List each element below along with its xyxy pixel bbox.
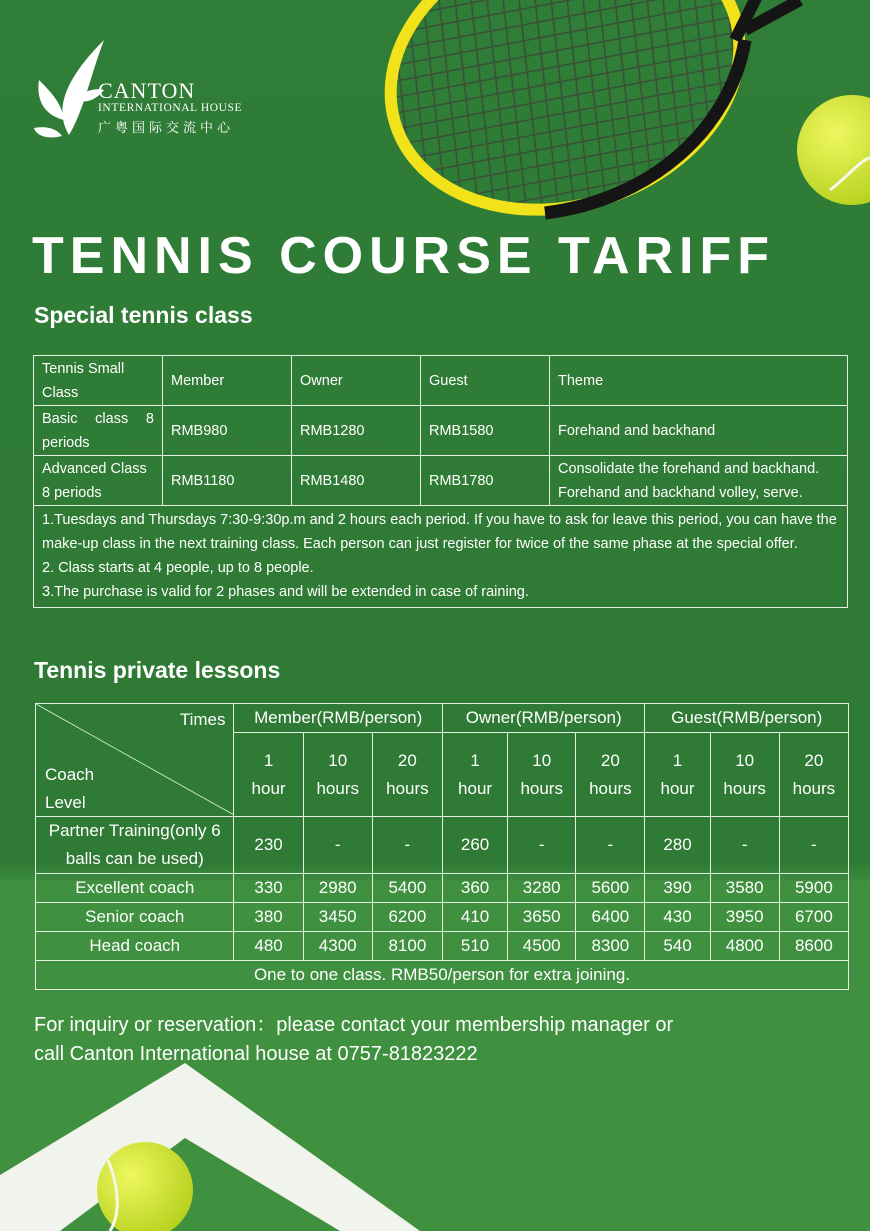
brand-logo bbox=[34, 40, 254, 145]
price-cell: - bbox=[779, 817, 848, 874]
special-class-table bbox=[33, 355, 848, 608]
price-cell: 480 bbox=[234, 932, 303, 961]
header-cell: Member bbox=[163, 356, 292, 406]
price-cell: 540 bbox=[645, 932, 710, 961]
private-lessons-heading: Tennis private lessons bbox=[34, 657, 281, 683]
group-header-row bbox=[36, 704, 849, 733]
theme-cell: Consolidate the forehand and backhand. Forehand and backhand volley, serve. bbox=[550, 456, 848, 506]
price-cell: 8100 bbox=[372, 932, 442, 961]
class-name-cell: Advanced Class 8 periods bbox=[34, 456, 163, 506]
duration-cell: 10 hours bbox=[303, 733, 372, 817]
group-owner-header: Owner(RMB/person) bbox=[442, 704, 644, 733]
price-cell: 2980 bbox=[303, 874, 372, 903]
table-header-row bbox=[34, 356, 848, 406]
notes-row bbox=[34, 506, 848, 608]
brand-name: CANTON bbox=[98, 78, 196, 103]
price-cell: 390 bbox=[645, 874, 710, 903]
table-row bbox=[34, 406, 848, 456]
price-cell: 330 bbox=[234, 874, 303, 903]
header-cell: Owner bbox=[292, 356, 421, 406]
price-cell: 230 bbox=[234, 817, 303, 874]
corner-cell bbox=[36, 704, 234, 817]
owner-price-cell: RMB1280 bbox=[292, 406, 421, 456]
duration-cell: 1 hour bbox=[645, 733, 710, 817]
header-cell: Tennis Small Class bbox=[34, 356, 163, 406]
table-row bbox=[34, 456, 848, 506]
price-cell: 8600 bbox=[779, 932, 848, 961]
duration-cell: 20 hours bbox=[779, 733, 848, 817]
table-row bbox=[36, 874, 849, 903]
price-cell: 5900 bbox=[779, 874, 848, 903]
note-item: 2. Class starts at 4 people, up to 8 people. bbox=[42, 560, 314, 576]
price-cell: - bbox=[372, 817, 442, 874]
corner-level-label: Level bbox=[45, 793, 86, 812]
notes-cell bbox=[34, 506, 848, 608]
price-cell: 6400 bbox=[576, 903, 645, 932]
price-cell: 5600 bbox=[576, 874, 645, 903]
group-member-header: Member(RMB/person) bbox=[234, 704, 442, 733]
class-name-cell: Basic class 8 periods bbox=[34, 406, 163, 456]
guest-price-cell: RMB1780 bbox=[421, 456, 550, 506]
price-cell: 6200 bbox=[372, 903, 442, 932]
contact-line: For inquiry or reservation：please contact your membership manager or bbox=[34, 1014, 674, 1036]
table-row bbox=[36, 817, 849, 874]
duration-cell: 1 hour bbox=[442, 733, 507, 817]
coach-level-cell: Head coach bbox=[36, 932, 234, 961]
owner-price-cell: RMB1480 bbox=[292, 456, 421, 506]
price-cell: 4300 bbox=[303, 932, 372, 961]
corner-times-label: Times bbox=[179, 710, 226, 729]
price-cell: 3450 bbox=[303, 903, 372, 932]
price-cell: 410 bbox=[442, 903, 507, 932]
coach-level-cell: Excellent coach bbox=[36, 874, 234, 903]
price-cell: 3580 bbox=[710, 874, 779, 903]
corner-coach-level bbox=[45, 761, 94, 817]
price-cell: - bbox=[710, 817, 779, 874]
duration-cell: 10 hours bbox=[710, 733, 779, 817]
header-cell: Guest bbox=[421, 356, 550, 406]
contact-info bbox=[34, 1011, 673, 1069]
private-lessons-table bbox=[35, 703, 849, 990]
duration-cell: 10 hours bbox=[508, 733, 576, 817]
member-price-cell: RMB1180 bbox=[163, 456, 292, 506]
coach-level-cell: Partner Training(only 6 balls can be used) bbox=[36, 817, 234, 874]
footer-row bbox=[36, 961, 849, 990]
price-cell: 380 bbox=[234, 903, 303, 932]
price-cell: - bbox=[303, 817, 372, 874]
coach-level-cell: Senior coach bbox=[36, 903, 234, 932]
contact-line: call Canton International house at 0757-81823222 bbox=[34, 1043, 478, 1065]
header-cell: Theme bbox=[550, 356, 848, 406]
price-cell: 8300 bbox=[576, 932, 645, 961]
table-row bbox=[36, 903, 849, 932]
member-price-cell: RMB980 bbox=[163, 406, 292, 456]
brand-subtitle: INTERNATIONAL HOUSE bbox=[98, 102, 243, 114]
duration-cell: 20 hours bbox=[576, 733, 645, 817]
page-title: TENNIS COURSE TARIFF bbox=[32, 227, 776, 285]
price-cell: 4800 bbox=[710, 932, 779, 961]
price-cell: 6700 bbox=[779, 903, 848, 932]
duration-cell: 20 hours bbox=[372, 733, 442, 817]
price-cell: 430 bbox=[645, 903, 710, 932]
guest-price-cell: RMB1580 bbox=[421, 406, 550, 456]
price-cell: 5400 bbox=[372, 874, 442, 903]
price-cell: 260 bbox=[442, 817, 507, 874]
duration-cell: 1 hour bbox=[234, 733, 303, 817]
price-cell: 360 bbox=[442, 874, 507, 903]
theme-cell: Forehand and backhand bbox=[550, 406, 848, 456]
group-guest-header: Guest(RMB/person) bbox=[645, 704, 849, 733]
price-cell: 3950 bbox=[710, 903, 779, 932]
special-class-heading: Special tennis class bbox=[34, 302, 253, 328]
leaf-logo-icon bbox=[34, 40, 104, 145]
price-cell: 280 bbox=[645, 817, 710, 874]
note-item: 1.Tuesdays and Thursdays 7:30-9:30p.m and 2 hours each period. If you have to ask for leave this period, you can have the make-up class in the next training class. Each person can just register for twice of the same phase at the special offer. bbox=[42, 512, 837, 552]
brand-chinese-name: 广粤国际交流中心 bbox=[98, 120, 235, 135]
price-cell: 510 bbox=[442, 932, 507, 961]
price-cell: - bbox=[576, 817, 645, 874]
note-item: 3.The purchase is valid for 2 phases and will be extended in case of raining. bbox=[42, 584, 529, 600]
price-cell: 3650 bbox=[508, 903, 576, 932]
price-cell: 3280 bbox=[508, 874, 576, 903]
corner-coach-label: Coach bbox=[45, 765, 95, 784]
price-cell: 4500 bbox=[508, 932, 576, 961]
footer-note-cell: One to one class. RMB50/person for extra joining. bbox=[36, 961, 849, 990]
price-cell: - bbox=[508, 817, 576, 874]
table-row bbox=[36, 932, 849, 961]
